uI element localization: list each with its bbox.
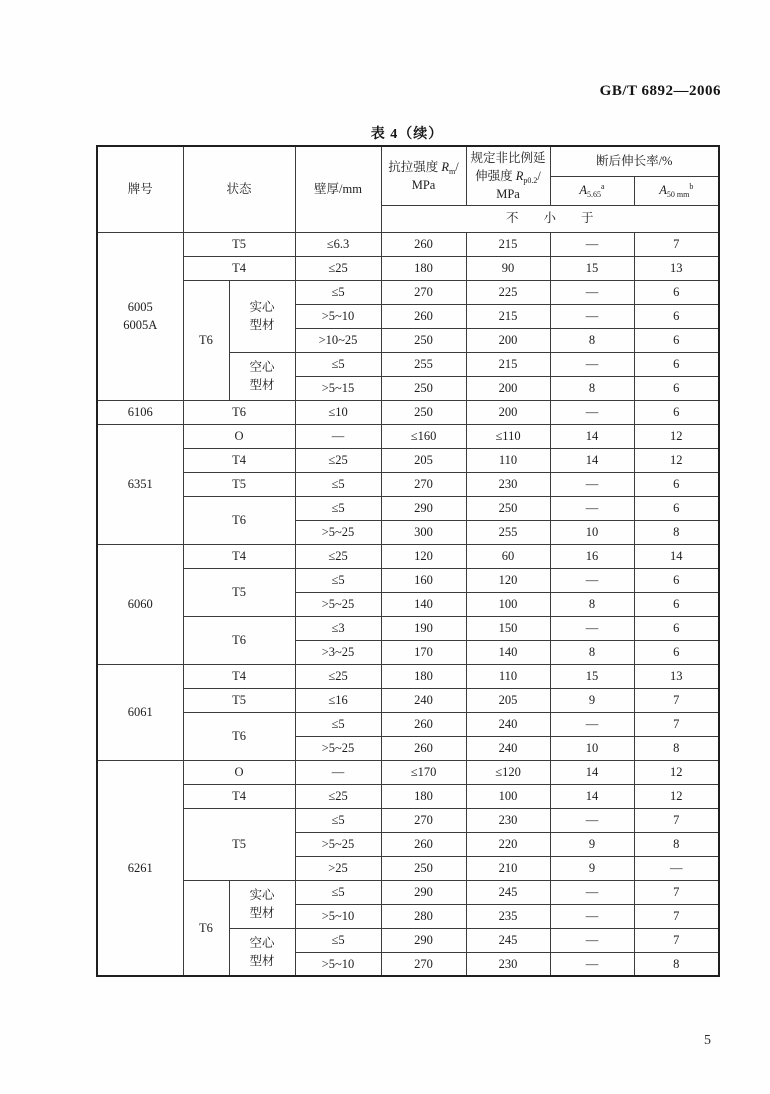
value-cell: ≤25	[295, 256, 381, 280]
value-cell: 260	[381, 736, 466, 760]
value-cell: 12	[634, 784, 719, 808]
grade-cell: 6060	[97, 544, 183, 664]
value-cell: 7	[634, 880, 719, 904]
col-header-elongation: 断后伸长率/%	[550, 146, 719, 176]
value-cell: 160	[381, 568, 466, 592]
value-cell: 6	[634, 496, 719, 520]
value-cell: 8	[634, 736, 719, 760]
value-cell: >5~25	[295, 520, 381, 544]
value-cell: 250	[381, 400, 466, 424]
value-cell: ≤25	[295, 664, 381, 688]
value-cell: 6	[634, 280, 719, 304]
table-row	[97, 256, 719, 280]
table-header	[97, 146, 719, 232]
value-cell: 7	[634, 928, 719, 952]
value-cell: 215	[466, 232, 550, 256]
value-cell: ≤6.3	[295, 232, 381, 256]
value-cell: 240	[381, 688, 466, 712]
value-cell: 9	[550, 856, 634, 880]
value-cell: 180	[381, 664, 466, 688]
table-row	[97, 280, 719, 304]
col-header-A50mm: $A_{50 mm}^b$	[634, 176, 719, 205]
value-cell: 205	[466, 688, 550, 712]
value-cell: 110	[466, 664, 550, 688]
table-body	[97, 232, 719, 976]
value-cell: 8	[550, 376, 634, 400]
value-cell: 7	[634, 712, 719, 736]
value-cell: T6	[183, 280, 229, 400]
value-cell: 100	[466, 592, 550, 616]
value-cell: —	[550, 928, 634, 952]
value-cell: 290	[381, 880, 466, 904]
value-cell: —	[550, 280, 634, 304]
value-cell: —	[634, 856, 719, 880]
value-cell: —	[295, 760, 381, 784]
value-cell: 215	[466, 304, 550, 328]
table-row	[97, 496, 719, 520]
table-row	[97, 880, 719, 904]
value-cell: ≤5	[295, 880, 381, 904]
value-cell: 12	[634, 760, 719, 784]
value-cell: 16	[550, 544, 634, 568]
table-row	[97, 616, 719, 640]
value-cell: ≤5	[295, 496, 381, 520]
col-header-proof-strength: 规定非比例延 伸强度 $R_{p0.2}/$ MPa	[466, 146, 550, 205]
value-cell: O	[183, 760, 295, 784]
value-cell: 12	[634, 448, 719, 472]
value-cell: T5	[183, 808, 295, 880]
value-cell: >5~25	[295, 736, 381, 760]
value-cell: 14	[550, 448, 634, 472]
value-cell: T6	[183, 880, 229, 976]
profile-type-cell: 空心 型材	[229, 928, 295, 976]
table-title: 表 4（续）	[370, 127, 444, 142]
value-cell: —	[550, 472, 634, 496]
value-cell: 110	[466, 448, 550, 472]
value-cell: 200	[466, 328, 550, 352]
value-cell: 8	[550, 328, 634, 352]
not-less-than-label: 不 小 于	[381, 205, 719, 232]
value-cell: 6	[634, 568, 719, 592]
value-cell: T4	[183, 784, 295, 808]
value-cell: 6	[634, 400, 719, 424]
value-cell: >25	[295, 856, 381, 880]
value-cell: ≤5	[295, 472, 381, 496]
value-cell: —	[550, 952, 634, 976]
value-cell: 200	[466, 376, 550, 400]
value-cell: 210	[466, 856, 550, 880]
value-cell: 260	[381, 712, 466, 736]
value-cell: 140	[466, 640, 550, 664]
profile-type-cell: 实心 型材	[229, 880, 295, 928]
value-cell: 15	[550, 664, 634, 688]
value-cell: 255	[466, 520, 550, 544]
table-row	[97, 146, 719, 176]
value-cell: 13	[634, 664, 719, 688]
value-cell: 8	[634, 952, 719, 976]
value-cell: —	[550, 616, 634, 640]
value-cell: —	[550, 304, 634, 328]
value-cell: 8	[550, 592, 634, 616]
col-header-tensile-strength: 抗拉强度 $R_m/$ MPa	[381, 146, 466, 205]
value-cell: 240	[466, 736, 550, 760]
col-header-thickness: 壁厚/mm	[295, 146, 381, 232]
value-cell: —	[550, 232, 634, 256]
grade-cell: 6106	[97, 400, 183, 424]
value-cell: 225	[466, 280, 550, 304]
value-cell: 230	[466, 808, 550, 832]
value-cell: 14	[634, 544, 719, 568]
value-cell: ≤25	[295, 784, 381, 808]
value-cell: ≤120	[466, 760, 550, 784]
value-cell: 290	[381, 496, 466, 520]
value-cell: 9	[550, 688, 634, 712]
table-row	[97, 232, 719, 256]
value-cell: 180	[381, 784, 466, 808]
value-cell: ≤110	[466, 424, 550, 448]
value-cell: 100	[466, 784, 550, 808]
value-cell: 170	[381, 640, 466, 664]
col-header-temper: 状态	[183, 146, 295, 232]
value-cell: >5~25	[295, 832, 381, 856]
value-cell: 290	[381, 928, 466, 952]
value-cell: 270	[381, 472, 466, 496]
value-cell: T4	[183, 256, 295, 280]
value-cell: 230	[466, 472, 550, 496]
value-cell: —	[550, 400, 634, 424]
value-cell: T4	[183, 664, 295, 688]
page-number: 5	[704, 1033, 711, 1048]
value-cell: 60	[466, 544, 550, 568]
value-cell: 14	[550, 760, 634, 784]
value-cell: 190	[381, 616, 466, 640]
value-cell: 10	[550, 736, 634, 760]
value-cell: 6	[634, 352, 719, 376]
value-cell: 260	[381, 232, 466, 256]
value-cell: >5~10	[295, 904, 381, 928]
value-cell: T5	[183, 568, 295, 616]
value-cell: 7	[634, 904, 719, 928]
value-cell: ≤25	[295, 544, 381, 568]
profile-type-cell: 空心 型材	[229, 352, 295, 400]
value-cell: T6	[183, 400, 295, 424]
value-cell: T4	[183, 544, 295, 568]
spec-table	[96, 145, 720, 977]
value-cell: ≤10	[295, 400, 381, 424]
value-cell: 6	[634, 328, 719, 352]
value-cell: >5~15	[295, 376, 381, 400]
col-header-A565: $A_{5.65}^a$	[550, 176, 634, 205]
value-cell: 8	[550, 640, 634, 664]
value-cell: ≤160	[381, 424, 466, 448]
value-cell: T5	[183, 688, 295, 712]
value-cell: 215	[466, 352, 550, 376]
value-cell: ≤5	[295, 280, 381, 304]
value-cell: 7	[634, 232, 719, 256]
value-cell: 14	[550, 784, 634, 808]
value-cell: 270	[381, 808, 466, 832]
value-cell: 250	[381, 328, 466, 352]
table-row	[97, 472, 719, 496]
value-cell: —	[550, 880, 634, 904]
value-cell: —	[550, 808, 634, 832]
value-cell: 280	[381, 904, 466, 928]
table-row	[97, 688, 719, 712]
table-row	[97, 664, 719, 688]
value-cell: >10~25	[295, 328, 381, 352]
value-cell: —	[550, 904, 634, 928]
value-cell: 270	[381, 952, 466, 976]
value-cell: 255	[381, 352, 466, 376]
value-cell: T6	[183, 712, 295, 760]
col-header-grade: 牌号	[97, 146, 183, 232]
value-cell: 180	[381, 256, 466, 280]
value-cell: ≤5	[295, 808, 381, 832]
value-cell: 120	[466, 568, 550, 592]
value-cell: 15	[550, 256, 634, 280]
value-cell: 90	[466, 256, 550, 280]
table-row	[97, 448, 719, 472]
value-cell: 13	[634, 256, 719, 280]
value-cell: 250	[381, 376, 466, 400]
value-cell: 7	[634, 688, 719, 712]
value-cell: 300	[381, 520, 466, 544]
value-cell: 6	[634, 304, 719, 328]
value-cell: >5~10	[295, 304, 381, 328]
table-row	[97, 712, 719, 736]
table-row	[97, 784, 719, 808]
standard-code: GB/T 6892—2006	[599, 83, 721, 99]
value-cell: 8	[634, 832, 719, 856]
value-cell: 230	[466, 952, 550, 976]
value-cell: —	[550, 568, 634, 592]
value-cell: T6	[183, 496, 295, 544]
value-cell: >3~25	[295, 640, 381, 664]
table-row	[97, 568, 719, 592]
value-cell: —	[550, 352, 634, 376]
table-row	[97, 400, 719, 424]
value-cell: ≤5	[295, 928, 381, 952]
value-cell: >5~10	[295, 952, 381, 976]
value-cell: 205	[381, 448, 466, 472]
value-cell: 245	[466, 928, 550, 952]
value-cell: 6	[634, 472, 719, 496]
value-cell: 6	[634, 592, 719, 616]
value-cell: 140	[381, 592, 466, 616]
value-cell: 235	[466, 904, 550, 928]
value-cell: 9	[550, 832, 634, 856]
value-cell: 6	[634, 640, 719, 664]
value-cell: —	[550, 496, 634, 520]
value-cell: ≤5	[295, 712, 381, 736]
value-cell: ≤5	[295, 568, 381, 592]
value-cell: 10	[550, 520, 634, 544]
value-cell: 260	[381, 304, 466, 328]
grade-cell: 6261	[97, 760, 183, 976]
value-cell: 14	[550, 424, 634, 448]
value-cell: 120	[381, 544, 466, 568]
value-cell: T4	[183, 448, 295, 472]
value-cell: 8	[634, 520, 719, 544]
value-cell: 6	[634, 616, 719, 640]
table-row	[97, 424, 719, 448]
value-cell: T6	[183, 616, 295, 664]
value-cell: ≤3	[295, 616, 381, 640]
value-cell: 270	[381, 280, 466, 304]
value-cell: T5	[183, 472, 295, 496]
value-cell: —	[295, 424, 381, 448]
value-cell: O	[183, 424, 295, 448]
table-row	[97, 544, 719, 568]
value-cell: ≤25	[295, 448, 381, 472]
table-row	[97, 760, 719, 784]
value-cell: 250	[466, 496, 550, 520]
value-cell: T5	[183, 232, 295, 256]
value-cell: 12	[634, 424, 719, 448]
profile-type-cell: 实心 型材	[229, 280, 295, 352]
value-cell: ≤5	[295, 352, 381, 376]
grade-cell: 6005 6005A	[97, 232, 183, 400]
value-cell: 260	[381, 832, 466, 856]
value-cell: 220	[466, 832, 550, 856]
value-cell: >5~25	[295, 592, 381, 616]
value-cell: 7	[634, 808, 719, 832]
value-cell: 245	[466, 880, 550, 904]
value-cell: 150	[466, 616, 550, 640]
value-cell: ≤16	[295, 688, 381, 712]
value-cell: 250	[381, 856, 466, 880]
value-cell: —	[550, 712, 634, 736]
value-cell: 6	[634, 376, 719, 400]
grade-cell: 6351	[97, 424, 183, 544]
value-cell: 240	[466, 712, 550, 736]
value-cell: ≤170	[381, 760, 466, 784]
grade-cell: 6061	[97, 664, 183, 760]
value-cell: 200	[466, 400, 550, 424]
table-row	[97, 808, 719, 832]
